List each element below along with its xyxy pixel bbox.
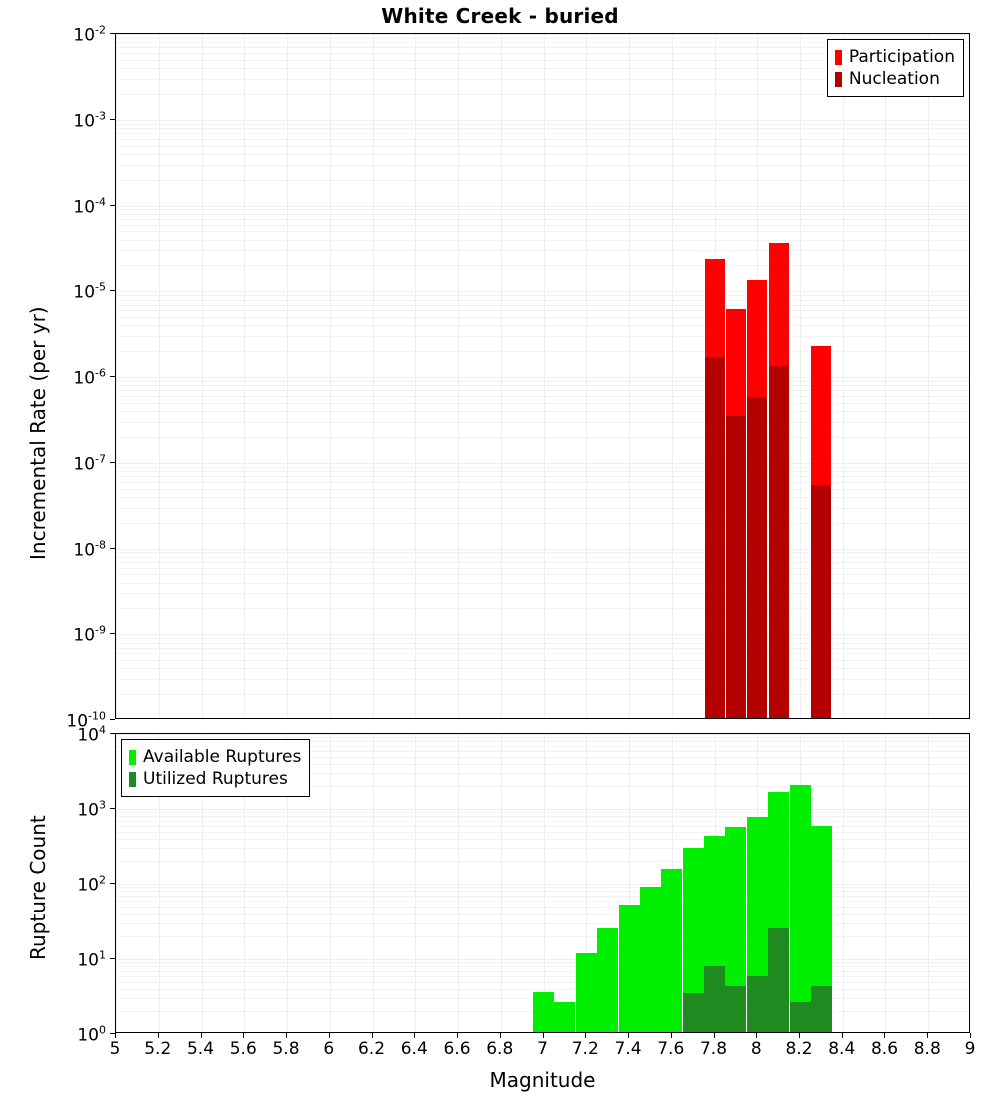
gridline bbox=[373, 34, 374, 718]
gridline bbox=[373, 734, 374, 1032]
x-tick-label: 5 bbox=[109, 1039, 121, 1059]
x-axis-label: Magnitude bbox=[489, 1068, 596, 1092]
legend-label-utilized-ruptures: Utilized Ruptures bbox=[143, 769, 288, 789]
x-tick-label: 7.8 bbox=[699, 1039, 728, 1059]
y-tick-label: $10^{-9}$ bbox=[73, 623, 106, 646]
y-tick-mark bbox=[110, 462, 115, 463]
x-tick-mark bbox=[799, 1033, 800, 1038]
y-tick-mark bbox=[110, 883, 115, 884]
y-tick-label: $10^{-7}$ bbox=[73, 452, 106, 475]
y-tick-mark bbox=[110, 808, 115, 809]
bar-nucleation bbox=[769, 366, 789, 719]
x-tick-label: 8.4 bbox=[828, 1039, 856, 1059]
legend-incremental-rate bbox=[827, 39, 964, 97]
x-tick-label: 5.8 bbox=[272, 1039, 300, 1059]
gridline bbox=[629, 34, 630, 718]
y-tick-mark bbox=[110, 719, 115, 720]
y-tick-mark bbox=[110, 733, 115, 734]
y-tick-label: $10^{-5}$ bbox=[73, 280, 106, 303]
legend-label-nucleation: Nucleation bbox=[848, 69, 940, 89]
gridline bbox=[843, 34, 844, 718]
x-tick-label: 8.6 bbox=[870, 1039, 899, 1059]
bar-nucleation bbox=[705, 357, 725, 719]
gridline bbox=[116, 734, 117, 1032]
x-tick-label: 8.2 bbox=[785, 1039, 813, 1059]
incremental-rate-plot-area bbox=[115, 33, 970, 719]
gridline bbox=[586, 34, 587, 718]
y-tick-label: $10^4$ bbox=[77, 723, 106, 746]
x-tick-label: 7.4 bbox=[614, 1039, 642, 1059]
legend-item bbox=[835, 46, 955, 68]
bar-available-ruptures bbox=[597, 928, 618, 1033]
x-tick-mark bbox=[158, 1033, 159, 1038]
gridline bbox=[415, 734, 416, 1032]
gridline bbox=[501, 734, 502, 1032]
x-tick-mark bbox=[884, 1033, 885, 1038]
gridline bbox=[501, 34, 502, 718]
y-tick-label: $10^3$ bbox=[77, 798, 106, 821]
x-tick-mark bbox=[457, 1033, 458, 1038]
x-tick-mark bbox=[970, 1033, 971, 1038]
y-tick-mark bbox=[110, 633, 115, 634]
y-tick-mark bbox=[110, 205, 115, 206]
gridline bbox=[458, 34, 459, 718]
gridline bbox=[800, 34, 801, 718]
x-tick-mark bbox=[543, 1033, 544, 1038]
x-tick-mark bbox=[585, 1033, 586, 1038]
legend-item bbox=[129, 746, 301, 768]
legend-item bbox=[129, 768, 301, 790]
bar-utilized-ruptures bbox=[811, 986, 832, 1033]
bar-available-ruptures bbox=[661, 869, 682, 1033]
y-axis-label-rupture-count: Rupture Count bbox=[26, 815, 50, 960]
x-tick-label: 6.2 bbox=[357, 1039, 386, 1059]
legend-swatch-nucleation bbox=[835, 72, 842, 87]
x-tick-mark bbox=[372, 1033, 373, 1038]
legend-item bbox=[835, 68, 955, 90]
x-tick-label: 5.4 bbox=[186, 1039, 215, 1059]
y-tick-mark bbox=[110, 290, 115, 291]
x-tick-label: 8 bbox=[750, 1039, 762, 1059]
bar-available-ruptures bbox=[576, 953, 597, 1033]
x-tick-mark bbox=[714, 1033, 715, 1038]
gridline bbox=[330, 34, 331, 718]
gridline bbox=[159, 34, 160, 718]
y-tick-label: $10^{-10}$ bbox=[66, 709, 106, 732]
bar-available-ruptures bbox=[790, 785, 811, 1033]
y-tick-mark bbox=[110, 958, 115, 959]
gridline bbox=[287, 34, 288, 718]
bar-utilized-ruptures bbox=[747, 976, 768, 1033]
x-tick-mark bbox=[500, 1033, 501, 1038]
y-tick-mark bbox=[110, 376, 115, 377]
y-tick-label: $10^{-8}$ bbox=[73, 538, 106, 560]
gridline bbox=[672, 34, 673, 718]
x-tick-label: 5.6 bbox=[229, 1039, 257, 1059]
gridline bbox=[544, 734, 545, 1032]
gridline bbox=[415, 34, 416, 718]
x-tick-mark bbox=[927, 1033, 928, 1038]
x-tick-label: 6.4 bbox=[400, 1039, 428, 1059]
gridline bbox=[202, 34, 203, 718]
y-tick-label: $10^2$ bbox=[77, 873, 106, 896]
y-axis-label-incremental-rate: Incremental Rate (per yr) bbox=[26, 306, 50, 560]
x-tick-mark bbox=[286, 1033, 287, 1038]
gridline bbox=[843, 734, 844, 1032]
bar-available-ruptures bbox=[554, 1002, 575, 1033]
x-tick-label: 7.2 bbox=[571, 1039, 599, 1059]
gridline bbox=[330, 734, 331, 1032]
x-tick-mark bbox=[671, 1033, 672, 1038]
x-tick-mark bbox=[201, 1033, 202, 1038]
rupture-count-plot-area bbox=[115, 733, 970, 1033]
y-tick-label: $10^{-4}$ bbox=[73, 195, 106, 217]
x-tick-mark bbox=[756, 1033, 757, 1038]
bar-nucleation bbox=[811, 485, 831, 719]
bar-utilized-ruptures bbox=[790, 1002, 811, 1033]
legend-label-available-ruptures: Available Ruptures bbox=[143, 747, 302, 767]
y-tick-label: $10^{-2}$ bbox=[73, 23, 106, 46]
x-tick-label: 5.2 bbox=[144, 1039, 172, 1059]
gridline bbox=[928, 34, 929, 718]
bar-utilized-ruptures bbox=[704, 966, 725, 1033]
y-tick-label: $10^{-3}$ bbox=[73, 109, 106, 132]
x-tick-label: 9 bbox=[964, 1039, 976, 1059]
bar-available-ruptures bbox=[619, 905, 640, 1033]
y-tick-label: $10^{-6}$ bbox=[73, 366, 106, 389]
legend-swatch-available-ruptures bbox=[129, 750, 136, 765]
x-tick-mark bbox=[842, 1033, 843, 1038]
bar-available-ruptures bbox=[533, 992, 554, 1033]
legend-label-participation: Participation bbox=[848, 47, 955, 67]
x-tick-mark bbox=[628, 1033, 629, 1038]
x-tick-mark bbox=[329, 1033, 330, 1038]
x-tick-mark bbox=[115, 1033, 116, 1038]
page-title: White Creek - buried bbox=[381, 4, 619, 28]
x-tick-label: 6.8 bbox=[486, 1039, 514, 1059]
x-tick-mark bbox=[243, 1033, 244, 1038]
gridline bbox=[885, 34, 886, 718]
x-tick-label: 6 bbox=[323, 1039, 335, 1059]
x-tick-label: 7 bbox=[537, 1039, 548, 1059]
gridline bbox=[116, 34, 117, 718]
gridline bbox=[885, 734, 886, 1032]
bar-nucleation bbox=[747, 397, 767, 719]
x-tick-label: 8.8 bbox=[913, 1039, 941, 1059]
x-tick-label: 7.6 bbox=[657, 1039, 685, 1059]
legend-rupture-count bbox=[121, 739, 310, 797]
y-tick-mark bbox=[110, 33, 115, 34]
gridline bbox=[928, 734, 929, 1032]
y-tick-label: $10^0$ bbox=[77, 1023, 106, 1046]
bar-utilized-ruptures bbox=[768, 928, 789, 1033]
bar-available-ruptures bbox=[640, 887, 661, 1033]
legend-swatch-utilized-ruptures bbox=[129, 772, 136, 787]
gridline bbox=[244, 34, 245, 718]
y-tick-label: $10^1$ bbox=[77, 948, 106, 971]
gridline bbox=[458, 734, 459, 1032]
legend-swatch-participation bbox=[835, 50, 842, 65]
gridline bbox=[544, 34, 545, 718]
y-tick-mark bbox=[110, 119, 115, 120]
y-tick-mark bbox=[110, 548, 115, 549]
bar-utilized-ruptures bbox=[725, 986, 746, 1033]
x-tick-label: 6.6 bbox=[443, 1039, 471, 1059]
bar-nucleation bbox=[726, 416, 746, 719]
x-tick-mark bbox=[414, 1033, 415, 1038]
bar-utilized-ruptures bbox=[683, 993, 704, 1033]
